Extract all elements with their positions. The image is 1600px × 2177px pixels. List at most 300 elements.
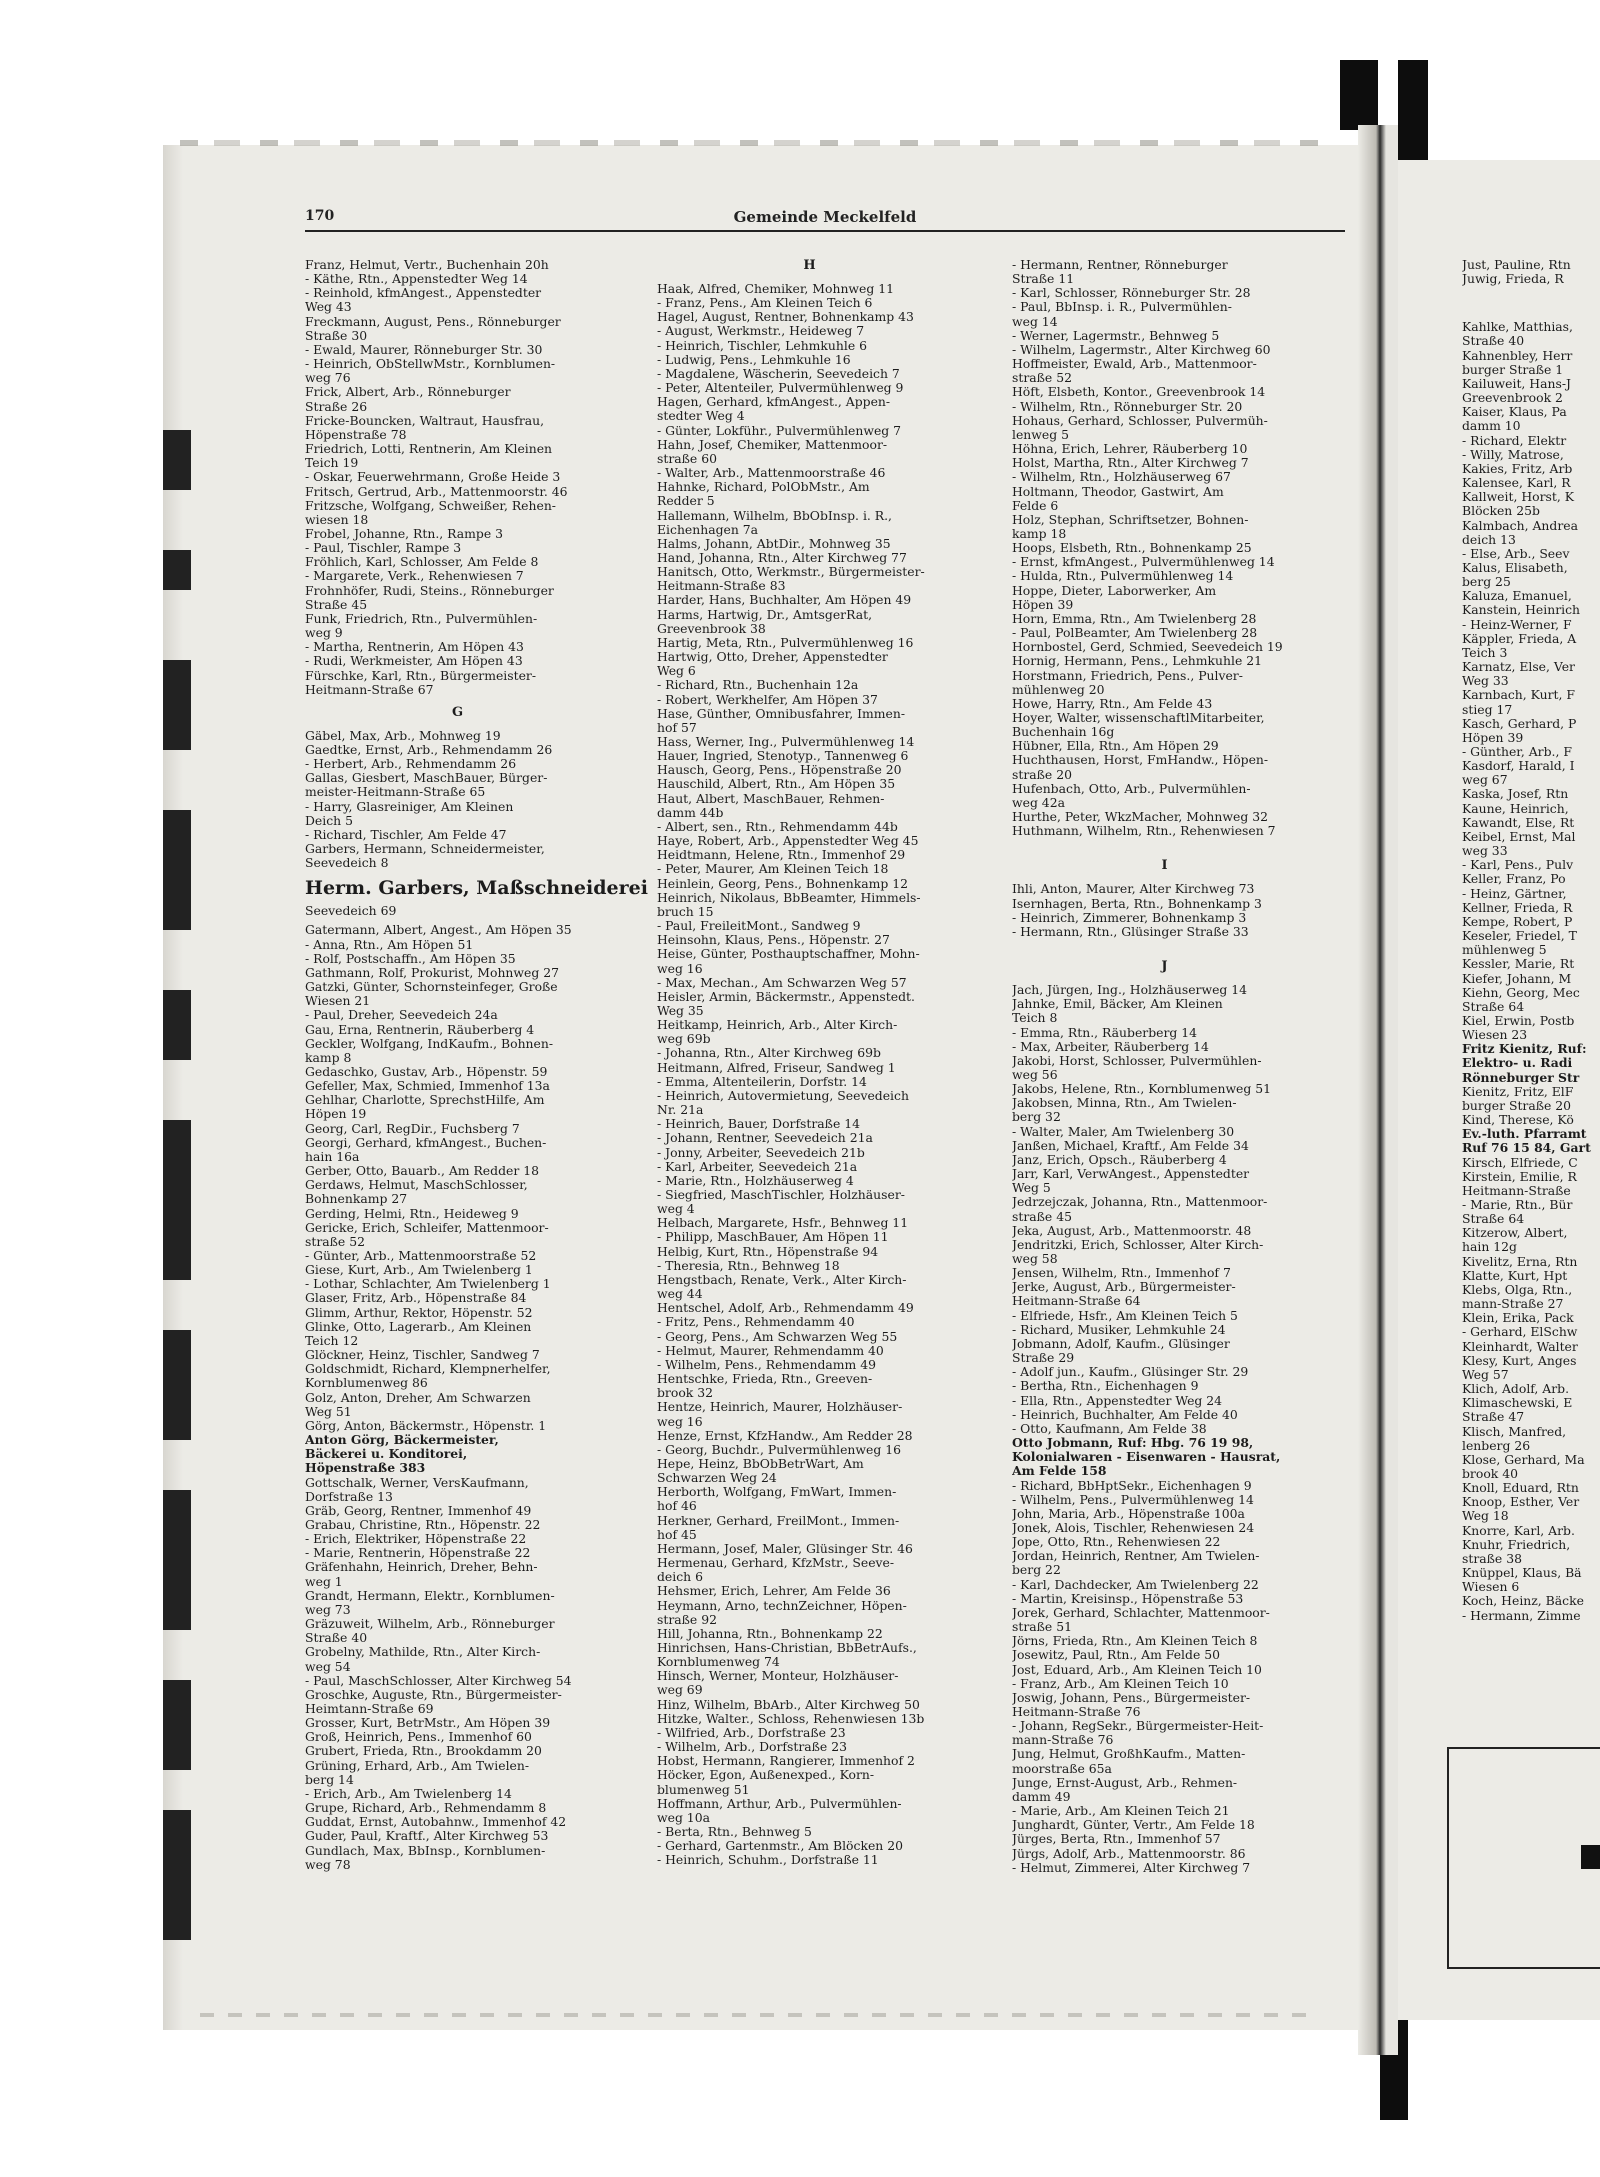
directory-entry: Kasch, Gerhard, P	[1462, 716, 1577, 731]
directory-entry: Glöckner, Heinz, Tischler, Sandweg 7	[305, 1348, 540, 1363]
directory-entry: Heidtmann, Helene, Rtn., Immenhof 29	[657, 848, 906, 863]
directory-entry: Heitmann-Straße	[1462, 1183, 1571, 1198]
directory-entry: Hornig, Hermann, Pens., Lehmkuhle 21	[1012, 654, 1263, 669]
directory-entry: weg 58	[1012, 1252, 1058, 1266]
directory-entry: Holz, Stephan, Schriftsetzer, Bohnen-	[1012, 512, 1249, 527]
directory-entry: Friedrich, Lotti, Rentnerin, Am Kleinen	[305, 442, 553, 457]
directory-entry: Kiefer, Johann, M	[1462, 971, 1572, 986]
gap-k	[1462, 286, 1600, 320]
directory-entry: Kaune, Heinrich,	[1462, 801, 1569, 816]
directory-entry: - Paul, PolBeamter, Am Twielenberg 28	[1012, 626, 1258, 641]
directory-entry: Fröhlich, Karl, Schlosser, Am Felde 8	[305, 555, 539, 570]
directory-entry: Kind, Therese, Kö	[1462, 1113, 1574, 1128]
directory-entry: - Willy, Matrose,	[1462, 447, 1564, 462]
directory-entry: John, Maria, Arb., Höpenstraße 100a	[1012, 1506, 1245, 1521]
directory-entry: - Heinrich, Bauer, Dorfstraße 14	[657, 1117, 860, 1132]
directory-entry: Howe, Harry, Rtn., Am Felde 43	[1012, 696, 1213, 711]
directory-entry: straße 51	[1012, 1620, 1072, 1635]
directory-entry: - Max, Arbeiter, Räuberberg 14	[1012, 1039, 1209, 1054]
directory-entry: Jost, Eduard, Arb., Am Kleinen Teich 10	[1012, 1662, 1262, 1677]
entries-h2	[1012, 258, 1317, 838]
directory-entry: Jach, Jürgen, Ing., Holzhäuserweg 14	[1012, 983, 1248, 998]
directory-entry: - Georg, Pens., Am Schwarzen Weg 55	[657, 1329, 898, 1344]
directory-entry: Straße 30	[305, 328, 368, 343]
section-letter-h: H	[803, 258, 816, 273]
directory-entry: - Bertha, Rtn., Eichenhagen 9	[1012, 1379, 1199, 1394]
directory-entry: - Heinz-Werner, F	[1462, 617, 1572, 632]
directory-entry: Kahlke, Matthias,	[1462, 320, 1573, 335]
directory-entry: straße 52	[1012, 371, 1072, 386]
directory-entry: Höhna, Erich, Lehrer, Räuberberg 10	[1012, 442, 1248, 457]
directory-entry: Kawandt, Else, Rt	[1462, 815, 1575, 830]
directory-entry: Gottschalk, Werner, VersKaufmann,	[305, 1475, 529, 1490]
ad-goerg	[305, 1433, 610, 1475]
directory-entry: Heitmann-Straße 76	[1012, 1705, 1141, 1719]
directory-entry: Am Felde 158	[1012, 1464, 1107, 1479]
directory-entry: Hallemann, Wilhelm, BbObInsp. i. R.,	[657, 508, 892, 523]
directory-entry: weg 56	[1012, 1067, 1058, 1082]
directory-entry: Kienitz, Fritz, ElF	[1462, 1084, 1574, 1099]
directory-entry: Gerber, Otto, Bauarb., Am Redder 18	[305, 1164, 539, 1179]
directory-entry: - Karl, Schlosser, Rönneburger Str. 28	[1012, 286, 1251, 301]
directory-entry: Heitmann-Straße 83	[657, 579, 786, 594]
directory-entry: deich 13	[1462, 532, 1516, 547]
directory-entry: Kahnenbley, Herr	[1462, 348, 1573, 363]
directory-entry: Fricke-Bouncken, Waltraut, Hausfrau,	[305, 413, 545, 428]
directory-entry: Gerdaws, Helmut, MaschSchlosser,	[305, 1178, 528, 1193]
directory-entry: Gedaschko, Gustav, Arb., Höpenstr. 59	[305, 1064, 548, 1079]
directory-entry: weg 69	[657, 1683, 703, 1698]
directory-entry: Hitzke, Walter., Schloss, Rehenwiesen 13b	[657, 1711, 925, 1726]
directory-entry: Helbig, Kurt, Rtn., Höpenstraße 94	[657, 1244, 879, 1259]
directory-entry: - Gerhard, Gartenmstr., Am Blöcken 20	[657, 1839, 903, 1854]
directory-entry: Knorre, Karl, Arb.	[1462, 1523, 1575, 1538]
directory-entry: Straße 45	[305, 597, 368, 612]
directory-entry: Isernhagen, Berta, Rtn., Bohnenkamp 3	[1012, 896, 1262, 911]
directory-entry: - Elfriede, Hsfr., Am Kleinen Teich 5	[1012, 1308, 1238, 1323]
directory-entry: Straße 47	[1462, 1410, 1525, 1425]
directory-entry: Kiel, Erwin, Postb	[1462, 1013, 1575, 1028]
binding-strip	[163, 430, 191, 1980]
directory-entry: - Wilhelm, Arb., Dorfstraße 23	[657, 1740, 847, 1755]
directory-entry: Horstmann, Friedrich, Pens., Pulver-	[1012, 668, 1243, 683]
directory-entry: Keibel, Ernst, Mal	[1462, 829, 1576, 844]
directory-entry: Hermann, Josef, Maler, Glüsinger Str. 46	[657, 1541, 913, 1556]
page-title: Gemeinde Meckelfeld	[733, 208, 917, 226]
directory-entry: Jörns, Frieda, Rtn., Am Kleinen Teich 8	[1012, 1634, 1258, 1649]
directory-entry: Grüning, Erhard, Arb., Am Twielen-	[305, 1758, 530, 1773]
directory-entry: Straße 29	[1012, 1351, 1075, 1366]
directory-entry: Jürges, Berta, Rtn., Immenhof 57	[1012, 1832, 1221, 1847]
directory-entry: Ihli, Anton, Maurer, Alter Kirchweg 73	[1012, 882, 1255, 897]
directory-entry: weg 4	[657, 1202, 695, 1217]
directory-entry: - Richard, Tischler, Am Felde 47	[305, 827, 507, 842]
directory-entry: - Jonny, Arbeiter, Seevedeich 21b	[657, 1145, 865, 1160]
directory-entry: Frobel, Johanne, Rtn., Rampe 3	[305, 526, 503, 541]
directory-entry: Heymann, Arno, technZeichner, Höpen-	[657, 1598, 907, 1613]
directory-entry: Weg 6	[657, 664, 696, 679]
directory-entry: Herkner, Gerhard, FreilMont., Immen-	[657, 1513, 900, 1528]
directory-entry: Grabau, Christine, Rtn., Höpenstr. 22	[305, 1517, 541, 1532]
directory-entry: - Otto, Kaufmann, Am Felde 38	[1012, 1421, 1207, 1436]
directory-entry: Groschke, Auguste, Rtn., Bürgermeister-	[305, 1687, 562, 1702]
directory-entry: Kitzerow, Albert,	[1462, 1226, 1568, 1241]
directory-entry: - Heinrich, Zimmerer, Bohnenkamp 3	[1012, 910, 1247, 925]
directory-entry: Grupe, Richard, Arb., Rehmendamm 8	[305, 1801, 547, 1816]
directory-entry: - Franz, Arb., Am Kleinen Teich 10	[1012, 1676, 1229, 1691]
directory-entry: - August, Werkmstr., Heideweg 7	[657, 324, 865, 339]
directory-entry: - Heinrich, ObStellwMstr., Kornblumen-	[305, 357, 556, 372]
directory-entry: Haut, Albert, MaschBauer, Rehmen-	[657, 791, 885, 806]
directory-entry: Gundlach, Max, BbInsp., Kornblumen-	[305, 1843, 546, 1858]
directory-entry: Hand, Johanna, Rtn., Alter Kirchweg 77	[657, 550, 907, 565]
directory-entry: Hahn, Josef, Chemiker, Mattenmoor-	[657, 437, 888, 452]
directory-entry: - Martin, Kreisinsp., Höpenstraße 53	[1012, 1591, 1244, 1606]
directory-entry: Kalensee, Karl, R	[1462, 476, 1571, 491]
directory-entry: Helbach, Margarete, Hsfr., Behnweg 11	[657, 1216, 909, 1231]
directory-entry: Goldschmidt, Richard, Klempnerhelfer,	[305, 1362, 551, 1377]
directory-entry: Gehlhar, Charlotte, SprechstHilfe, Am	[305, 1093, 545, 1108]
bleed-through-top	[180, 140, 1330, 146]
directory-entry: - Ella, Rtn., Appenstedter Weg 24	[1012, 1393, 1223, 1408]
directory-entry: - Erich, Arb., Am Twielenberg 14	[305, 1786, 512, 1801]
directory-entry: Hengstbach, Renate, Verk., Alter Kirch-	[657, 1272, 907, 1287]
directory-entry: Jung, Helmut, GroßhKaufm., Matten-	[1012, 1747, 1246, 1762]
directory-entry: Jope, Otto, Rtn., Rehenwiesen 22	[1012, 1535, 1221, 1550]
directory-entry: brook 40	[1462, 1466, 1518, 1481]
directory-entry: Jordan, Heinrich, Rentner, Am Twielen-	[1012, 1549, 1260, 1564]
directory-entry: weg 16	[657, 961, 703, 976]
directory-entry: Weg 57	[1462, 1367, 1509, 1382]
directory-entry: Kellner, Frieda, R	[1462, 900, 1573, 915]
directory-entry: Gatzki, Günter, Schornsteinfeger, Große	[305, 980, 558, 995]
book-spine	[1358, 125, 1398, 2055]
directory-entry: Jonek, Alois, Tischler, Rehenwiesen 24	[1012, 1520, 1255, 1535]
directory-entry: weg 10a	[657, 1810, 710, 1825]
directory-entry: Heinsohn, Klaus, Pens., Höpenstr. 27	[657, 933, 890, 948]
directory-entry: - Gerhard, ElSchw	[1462, 1325, 1578, 1340]
directory-entry: Haye, Robert, Arb., Appenstedter Weg 45	[657, 834, 919, 849]
directory-entry: - Günther, Arb., F	[1462, 745, 1572, 759]
directory-entry: Hinsch, Werner, Monteur, Holzhäuser-	[657, 1669, 899, 1684]
directory-entry: Heimtann-Straße 69	[305, 1702, 434, 1716]
entries-g2	[305, 923, 610, 1433]
directory-entry: Weg 18	[1462, 1509, 1509, 1524]
directory-entry: - Ewald, Maurer, Rönneburger Str. 30	[305, 342, 543, 357]
directory-entry: Glaser, Fritz, Arb., Höpenstraße 84	[305, 1291, 527, 1306]
directory-entry: - Paul, FreileitMont., Sandweg 9	[657, 919, 861, 934]
directory-entry: Heitmann-Straße 67	[305, 682, 434, 697]
ad-jobmann	[1012, 1436, 1317, 1478]
directory-entry: Ruf 76 15 84, Gart	[1462, 1141, 1591, 1156]
directory-entry: Wiesen 23	[1462, 1028, 1528, 1043]
directory-entry: Jeka, August, Arb., Mattenmoorstr. 48	[1012, 1223, 1252, 1238]
directory-entry: Hentschke, Frieda, Rtn., Greeven-	[657, 1372, 873, 1387]
directory-entry: Hobst, Hermann, Rangierer, Immenhof 2	[657, 1754, 915, 1769]
directory-entry: - Heinrich, Tischler, Lehmkuhle 6	[657, 338, 868, 353]
directory-entry: Halms, Johann, AbtDir., Mohnweg 35	[657, 536, 891, 551]
directory-entry: - Karl, Pens., Pulv	[1462, 858, 1574, 873]
bleed-through-bottom	[200, 2013, 1320, 2017]
directory-entry: - Berta, Rtn., Behnweg 5	[657, 1825, 812, 1840]
directory-entry: Görg, Anton, Bäckermstr., Höpenstr. 1	[305, 1418, 547, 1433]
directory-entry: Höpen 39	[1012, 597, 1074, 612]
directory-entry: - Reinhold, kfmAngest., Appenstedter	[305, 286, 542, 301]
directory-entry: Glimm, Arthur, Rektor, Höpenstr. 52	[305, 1305, 533, 1320]
directory-entry: blumenweg 51	[657, 1782, 750, 1797]
directory-entry: - Richard, BbHptSekr., Eichenhagen 9	[1012, 1478, 1252, 1493]
directory-entry: Klimaschewski, E	[1462, 1396, 1573, 1411]
directory-entry: Kivelitz, Erna, Rtn	[1462, 1254, 1578, 1269]
directory-entry: Felde 6	[1012, 498, 1059, 513]
directory-entry: - Martha, Rentnerin, Am Höpen 43	[305, 640, 524, 655]
directory-entry: Keller, Franz, Po	[1462, 872, 1566, 887]
directory-entry: Just, Pauline, Rtn	[1462, 258, 1571, 272]
directory-entry: Junghardt, Günter, Vertr., Am Felde 18	[1012, 1818, 1255, 1833]
directory-entry: Grandt, Hermann, Elektr., Kornblumen-	[305, 1588, 555, 1603]
directory-entry: Schwarzen Weg 24	[657, 1471, 777, 1486]
directory-entry: Jorek, Gerhard, Schlachter, Mattenmoor-	[1012, 1605, 1270, 1620]
column-1	[305, 258, 648, 1872]
ad-kienitz	[1462, 1042, 1600, 1084]
directory-entry: weg 67	[1462, 773, 1508, 788]
directory-entry: Kaluza, Emanuel,	[1462, 589, 1572, 604]
directory-entry: Heitmann-Straße 64	[1012, 1294, 1141, 1309]
directory-entry: - Wilhelm, Pens., Rehmendamm 49	[657, 1357, 876, 1372]
page-header	[305, 208, 1345, 232]
directory-entry: Kailuweit, Hans-J	[1462, 376, 1571, 391]
directory-entry: Höpenstraße 383	[305, 1461, 426, 1476]
directory-entry: - Werner, Lagermstr., Behnweg 5	[1012, 328, 1220, 343]
directory-entry: - Heinrich, Buchhalter, Am Felde 40	[1012, 1407, 1238, 1422]
directory-entry: Hass, Werner, Ing., Pulvermühlenweg 14	[657, 735, 915, 749]
directory-entry: - Peter, Maurer, Am Kleinen Teich 18	[657, 862, 889, 877]
directory-entry: - Paul, BbInsp. i. R., Pulvermühlen-	[1012, 300, 1232, 315]
directory-entry: Glinke, Otto, Lagerarb., Am Kleinen	[305, 1319, 532, 1334]
directory-entry: Hornbostel, Gerd, Schmied, Seevedeich 19	[1012, 640, 1283, 655]
directory-entry: - Erich, Elektriker, Höpenstraße 22	[305, 1532, 527, 1547]
directory-entry: Frohnhöfer, Rudi, Steins., Rönneburger	[305, 583, 554, 598]
directory-entry: Hartwig, Otto, Dreher, Appenstedter	[657, 650, 888, 665]
directory-entry: Freckmann, August, Pens., Rönneburger	[305, 314, 561, 329]
directory-entry: Greevenbrook 38	[657, 621, 766, 636]
directory-entry: Guder, Paul, Kraftf., Alter Kirchweg 53	[305, 1829, 549, 1844]
directory-entry: weg 73	[305, 1602, 351, 1617]
directory-entry: Jarr, Karl, VerwAngest., Appenstedter	[1012, 1167, 1250, 1182]
directory-entry: Weg 35	[657, 1003, 704, 1018]
directory-entry: Hoffmeister, Ewald, Arb., Mattenmoor-	[1012, 357, 1257, 372]
directory-entry: Anton Görg, Bäckermeister,	[305, 1433, 499, 1448]
directory-entry: Klebs, Olga, Rtn.,	[1462, 1282, 1573, 1297]
directory-entry: Henze, Ernst, KfzHandw., Am Redder 28	[657, 1428, 913, 1443]
directory-entry: hof 46	[657, 1499, 697, 1514]
directory-entry: weg 16	[657, 1414, 703, 1429]
directory-entry: Gräzuweit, Wilhelm, Arb., Rönneburger	[305, 1617, 555, 1632]
directory-entry: - Helmut, Zimmerei, Alter Kirchweg 7	[1012, 1860, 1251, 1875]
directory-entry: Hoppe, Dieter, Laborwerker, Am	[1012, 583, 1217, 598]
directory-entry: damm 44b	[657, 805, 724, 820]
directory-entry: berg 22	[1012, 1563, 1061, 1578]
entries-f	[305, 258, 610, 697]
directory-entry: Straße 64	[1462, 1212, 1525, 1227]
directory-entry: Hagel, August, Rentner, Bohnenkamp 43	[657, 310, 914, 325]
entries-k2	[1462, 1085, 1600, 1127]
directory-entry: - Oskar, Feuerwehrmann, Große Heide 3	[305, 470, 561, 485]
directory-entry: - Marie, Rtn., Bür	[1462, 1198, 1573, 1212]
directory-entry: Greevenbrook 2	[1462, 391, 1563, 406]
directory-entry: Hahnke, Richard, PolObMstr., Am	[657, 480, 870, 495]
directory-entry: meister-Heitmann-Straße 65	[305, 785, 486, 800]
directory-entry: Georgi, Gerhard, kfmAngest., Buchen-	[305, 1135, 547, 1150]
directory-entry: moorstraße 65a	[1012, 1761, 1112, 1776]
directory-entry: - Rudi, Werkmeister, Am Höpen 43	[305, 654, 523, 669]
directory-entry: Straße 40	[1462, 334, 1525, 349]
directory-entry: Kempe, Robert, P	[1462, 914, 1573, 929]
directory-entry: bruch 15	[657, 904, 714, 919]
directory-entry: - Johann, Rentner, Seevedeich 21a	[657, 1131, 873, 1146]
directory-entry: Fritsch, Gertrud, Arb., Mattenmoorstr. 46	[305, 484, 568, 499]
directory-entry: Weg 43	[305, 300, 352, 315]
directory-entry: weg 33	[1462, 844, 1508, 859]
directory-entry: straße 20	[1012, 767, 1072, 782]
directory-entry: Jahnke, Emil, Bäcker, Am Kleinen	[1012, 997, 1223, 1012]
directory-entry: Teich 19	[305, 456, 359, 471]
directory-entry: - Wilhelm, Rtn., Holzhäuserweg 67	[1012, 470, 1231, 485]
directory-entry: Kornblumenweg 86	[305, 1376, 428, 1391]
directory-entry: - Heinrich, Autovermietung, Seevedeich	[657, 1088, 909, 1103]
directory-entry: - Hulda, Rtn., Pulvermühlenweg 14	[1012, 569, 1234, 584]
ad-garbers-address: Seevedeich 69	[305, 903, 397, 919]
directory-entry: - Wilfried, Arb., Dorfstraße 23	[657, 1725, 846, 1740]
directory-entry: Hohaus, Gerhard, Schlosser, Pulvermüh-	[1012, 413, 1268, 428]
directory-entry: Huthmann, Wilhelm, Rtn., Rehenwiesen 7	[1012, 824, 1276, 839]
directory-entry: Koch, Heinz, Bäcke	[1462, 1594, 1584, 1609]
directory-entry: Klein, Erika, Pack	[1462, 1311, 1574, 1326]
directory-entry: - Siegfried, MaschTischler, Holzhäuser-	[657, 1188, 905, 1202]
directory-entry: - Günter, Lokführ., Pulvermühlenweg 7	[657, 423, 902, 438]
directory-entry: Kanstein, Heinrich	[1462, 603, 1581, 618]
directory-entry: - Richard, Elektr	[1462, 433, 1567, 448]
directory-entry: Golz, Anton, Dreher, Am Schwarzen	[305, 1390, 531, 1405]
directory-entry: mann-Straße 76	[1012, 1733, 1114, 1748]
directory-entry: Dorfstraße 13	[305, 1489, 393, 1504]
directory-entry: Jakobs, Helene, Rtn., Kornblumenweg 51	[1012, 1082, 1272, 1097]
page-number: 170	[305, 208, 335, 224]
directory-entry: - Käthe, Rtn., Appenstedter Weg 14	[305, 272, 528, 287]
directory-entry: Heitkamp, Heinrich, Arb., Alter Kirch-	[657, 1018, 898, 1033]
directory-entry: - Heinz, Gärtner,	[1462, 886, 1567, 901]
directory-entry: Straße 26	[305, 399, 368, 414]
entries-h	[657, 282, 962, 1868]
directory-entry: Fritz Kienitz, Ruf:	[1462, 1042, 1587, 1057]
directory-entry: Haak, Alfred, Chemiker, Mohnweg 11	[657, 282, 894, 296]
directory-entry: - Karl, Dachdecker, Am Twielenberg 22	[1012, 1577, 1259, 1592]
entries-g3	[305, 1476, 610, 1872]
directory-entry: berg 25	[1462, 575, 1511, 590]
directory-entry: Gatermann, Albert, Angest., Am Höpen 35	[305, 923, 572, 938]
directory-entry: - Harry, Glasreiniger, Am Kleinen	[305, 799, 514, 814]
directory-entry: Eichenhagen 7a	[657, 522, 759, 537]
directory-entry: - Marie, Arb., Am Kleinen Teich 21	[1012, 1804, 1230, 1819]
directory-entry: Grubert, Frieda, Rtn., Brookdamm 20	[305, 1744, 542, 1759]
directory-entry: Holst, Martha, Rtn., Alter Kirchweg 7	[1012, 456, 1249, 471]
directory-entry: Horn, Emma, Rtn., Am Twielenberg 28	[1012, 611, 1257, 626]
directory-entry: Kakies, Fritz, Arb	[1462, 461, 1573, 476]
directory-entry: Jakobsen, Minna, Rtn., Am Twielen-	[1012, 1096, 1237, 1111]
directory-entry: Harms, Hartwig, Dr., AmtsgerRat,	[657, 607, 873, 622]
directory-entry: Hehsmer, Erich, Lehrer, Am Felde 36	[657, 1584, 891, 1599]
directory-entry: weg 76	[305, 371, 351, 386]
directory-entry: Kornblumenweg 74	[657, 1655, 780, 1670]
directory-entry: Kirsch, Elfriede, C	[1462, 1155, 1578, 1170]
directory-entry: Kleinhardt, Walter	[1462, 1339, 1578, 1354]
directory-entry: weg 42a	[1012, 795, 1065, 810]
directory-entry: Weg 51	[305, 1404, 352, 1419]
directory-entry: Georg, Carl, RegDir., Fuchsberg 7	[305, 1121, 520, 1136]
directory-entry: Blöcken 25b	[1462, 504, 1540, 519]
directory-entry: Kalus, Elisabeth,	[1462, 560, 1568, 575]
section-letter-j: J	[1161, 959, 1168, 975]
directory-entry: Funk, Friedrich, Rtn., Pulvermühlen-	[305, 611, 538, 626]
directory-entry: Grobelny, Mathilde, Rtn., Alter Kirch-	[305, 1645, 541, 1660]
directory-entry: burger Straße 20	[1462, 1098, 1572, 1113]
directory-entry: Teich 3	[1462, 645, 1508, 660]
directory-entry: Hartig, Meta, Rtn., Pulvermühlenweg 16	[657, 635, 914, 650]
directory-entry: Straße 64	[1462, 999, 1525, 1014]
entries-k3	[1462, 1156, 1600, 1623]
directory-entry: Wiesen 21	[305, 994, 371, 1009]
directory-entry: Kasdorf, Harald, I	[1462, 759, 1575, 774]
directory-entry: Knoll, Eduard, Rtn	[1462, 1481, 1579, 1496]
directory-entry: Hausch, Georg, Pens., Höpenstraße 20	[657, 763, 902, 778]
directory-entry: Heise, Günter, Posthauptschaffner, Mohn-	[657, 947, 920, 962]
directory-entry: Gäbel, Max, Arb., Mohnweg 19	[305, 728, 501, 743]
directory-entry: Deich 5	[305, 813, 353, 828]
directory-entry: weg 1	[305, 1574, 343, 1589]
directory-entry: Käppler, Frieda, A	[1462, 631, 1577, 646]
directory-entry: Groß, Heinrich, Pens., Immenhof 60	[305, 1730, 532, 1745]
directory-entry: Hinrichsen, Hans-Christian, BbBetrAufs.,	[657, 1641, 917, 1655]
directory-entry: Gefeller, Max, Schmied, Immenhof 13a	[305, 1079, 550, 1094]
directory-entry: - Marie, Rentnerin, Höpenstraße 22	[305, 1546, 531, 1561]
directory-entry: mühlenweg 5	[1462, 943, 1547, 958]
directory-entry: - Herbert, Arb., Rehmendamm 26	[305, 757, 517, 772]
column-4-facing	[1462, 258, 1600, 1623]
directory-entry: weg 78	[305, 1857, 351, 1872]
directory-entry: Rönneburger Str	[1462, 1070, 1580, 1085]
directory-entry: Jürgs, Adolf, Arb., Mattenmoorstr. 86	[1012, 1846, 1246, 1861]
directory-entry: - Theresia, Rtn., Behnweg 18	[657, 1258, 840, 1273]
facing-page-ad-box	[1447, 1747, 1600, 1969]
directory-entry: stieg 17	[1462, 702, 1513, 717]
directory-entry: - Hermann, Rentner, Rönneburger	[1012, 258, 1228, 272]
directory-entry: Jerke, August, Arb., Bürgermeister-	[1012, 1280, 1236, 1295]
directory-entry: Höft, Elsbeth, Kontor., Greevenbrook 14	[1012, 385, 1266, 400]
directory-entry: Heinlein, Georg, Pens., Bohnenkamp 12	[657, 876, 909, 891]
directory-entry: Jobmann, Adolf, Kaufm., Glüsinger	[1012, 1336, 1230, 1351]
entries-k1	[1462, 320, 1600, 1042]
directory-entry: Hinz, Wilhelm, BbArb., Alter Kirchweg 50	[657, 1697, 920, 1712]
directory-entry: weg 54	[305, 1659, 351, 1674]
directory-entry: Kessler, Marie, Rt	[1462, 957, 1575, 972]
directory-entry: Elektro- u. Radi	[1462, 1056, 1573, 1071]
directory-entry: - Emma, Altenteilerin, Dorfstr. 14	[657, 1074, 867, 1089]
directory-entry: Hentze, Heinrich, Maurer, Holzhäuser-	[657, 1400, 903, 1415]
directory-entry: Geckler, Wolfgang, IndKaufm., Bohnen-	[305, 1036, 554, 1051]
directory-entry: Straße 11	[1012, 272, 1075, 287]
directory-entry: straße 92	[657, 1612, 717, 1627]
directory-entry: Hauer, Ingried, Stenotyp., Tannenweg 6	[657, 749, 909, 764]
